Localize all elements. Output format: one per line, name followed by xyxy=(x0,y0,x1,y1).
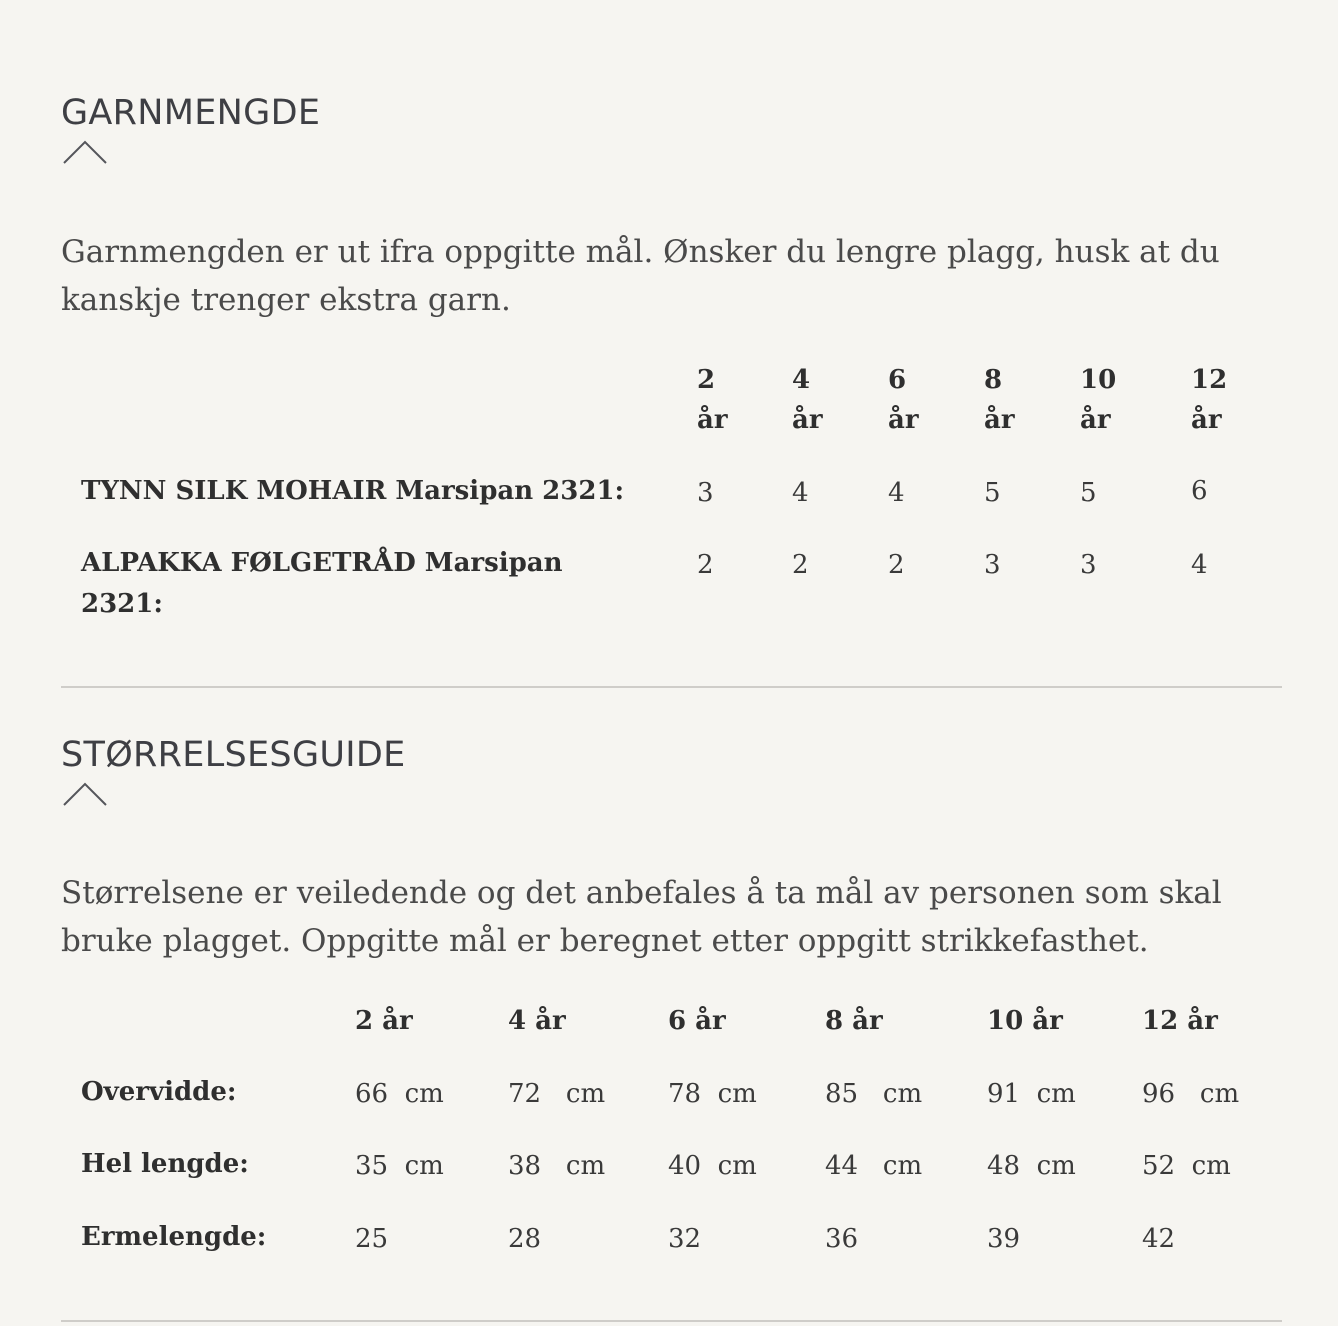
size-unit: år xyxy=(792,405,823,435)
yarn-cell: 4 xyxy=(888,478,905,508)
yarn-cell: 3 xyxy=(697,478,714,508)
size-guide-header: 4 år xyxy=(508,1006,566,1036)
chevron-up-icon xyxy=(61,780,109,808)
yarn-cell: 4 xyxy=(1191,550,1208,580)
size-guide-cell: 72 cm xyxy=(508,1079,606,1109)
size-guide-collapse-toggle[interactable] xyxy=(61,780,109,808)
size-guide-cell: 32 xyxy=(668,1224,702,1254)
size-guide-cell: 25 xyxy=(355,1224,389,1254)
yarn-size-header xyxy=(888,360,919,440)
size-guide-header: 6 år xyxy=(668,1006,726,1036)
size-guide-cell: 85 cm xyxy=(825,1079,923,1109)
yarn-cell: 2 xyxy=(888,550,905,580)
size-number: 4 xyxy=(792,365,811,395)
yarn-row-label xyxy=(81,543,563,625)
size-number: 10 xyxy=(1080,365,1117,395)
yarn-collapse-toggle[interactable] xyxy=(61,138,109,166)
size-guide-section-title[interactable]: STØRRELSESGUIDE xyxy=(61,735,406,775)
size-guide-row-label: Overvidde: xyxy=(81,1077,237,1107)
size-guide-row-label: Hel lengde: xyxy=(81,1149,249,1179)
yarn-size-header xyxy=(1191,360,1227,440)
yarn-row-label xyxy=(81,471,624,512)
size-guide-row-label: Ermelengde: xyxy=(81,1222,267,1252)
size-guide-cell: 44 cm xyxy=(825,1151,923,1181)
size-guide-intro-line: Størrelsene er veiledende og det anbefales å ta mål av personen som skal xyxy=(61,875,1222,911)
yarn-cell: 3 xyxy=(984,550,1001,580)
size-guide-intro-line: bruke plagget. Oppgitte mål er beregnet etter oppgitt strikkefasthet. xyxy=(61,923,1149,959)
size-guide-header: 12 år xyxy=(1142,1006,1218,1036)
yarn-cell: 5 xyxy=(984,478,1001,508)
size-number: 12 xyxy=(1191,365,1228,395)
yarn-row-label-line: ALPAKKA FØLGETRÅD Marsipan xyxy=(81,548,563,578)
yarn-cell: 2 xyxy=(792,550,809,580)
yarn-cell: 5 xyxy=(1080,478,1097,508)
size-guide-intro-text xyxy=(61,869,1241,965)
size-guide-header: 8 år xyxy=(825,1006,883,1036)
size-guide-cell: 66 cm xyxy=(355,1079,444,1109)
size-guide-cell: 35 cm xyxy=(355,1151,444,1181)
size-guide-cell: 38 cm xyxy=(508,1151,606,1181)
yarn-size-header xyxy=(697,360,728,440)
yarn-row-label-line: TYNN SILK MOHAIR Marsipan 2321: xyxy=(81,476,625,506)
size-number: 6 xyxy=(888,365,907,395)
size-guide-header: 10 år xyxy=(987,1006,1063,1036)
yarn-section-title[interactable]: GARNMENGDE xyxy=(61,93,321,133)
yarn-size-header xyxy=(1080,360,1116,440)
yarn-intro-line: kanskje trenger ekstra garn. xyxy=(61,282,511,318)
size-unit: år xyxy=(697,405,728,435)
yarn-cell: 3 xyxy=(1080,550,1097,580)
yarn-size-header xyxy=(792,360,823,440)
size-unit: år xyxy=(888,405,919,435)
size-guide-cell: 52 cm xyxy=(1142,1151,1231,1181)
yarn-row-label-line: 2321: xyxy=(81,589,163,619)
size-unit: år xyxy=(984,405,1015,435)
size-unit: år xyxy=(1191,405,1222,435)
size-number: 2 xyxy=(697,365,716,395)
size-guide-cell: 36 xyxy=(825,1224,859,1254)
size-guide-cell: 39 xyxy=(987,1224,1021,1254)
yarn-cell: 4 xyxy=(792,478,809,508)
size-guide-cell: 28 xyxy=(508,1224,542,1254)
size-guide-cell: 42 xyxy=(1142,1224,1176,1254)
size-guide-cell: 48 cm xyxy=(987,1151,1076,1181)
yarn-intro-line: Garnmengden er ut ifra oppgitte mål. Ønsker du lengre plagg, husk at du xyxy=(61,234,1220,270)
yarn-cell: 6 xyxy=(1191,476,1208,506)
size-guide-cell: 78 cm xyxy=(668,1079,757,1109)
yarn-size-header xyxy=(984,360,1015,440)
size-number: 8 xyxy=(984,365,1003,395)
size-guide-cell: 91 cm xyxy=(987,1079,1076,1109)
size-guide-cell: 96 cm xyxy=(1142,1079,1240,1109)
section-divider xyxy=(61,1320,1282,1322)
size-guide-cell: 40 cm xyxy=(668,1151,757,1181)
yarn-cell: 2 xyxy=(697,550,714,580)
size-unit: år xyxy=(1080,405,1111,435)
size-guide-header: 2 år xyxy=(355,1006,413,1036)
chevron-up-icon xyxy=(61,138,109,166)
yarn-intro-text xyxy=(61,228,1241,324)
section-divider xyxy=(61,686,1282,688)
